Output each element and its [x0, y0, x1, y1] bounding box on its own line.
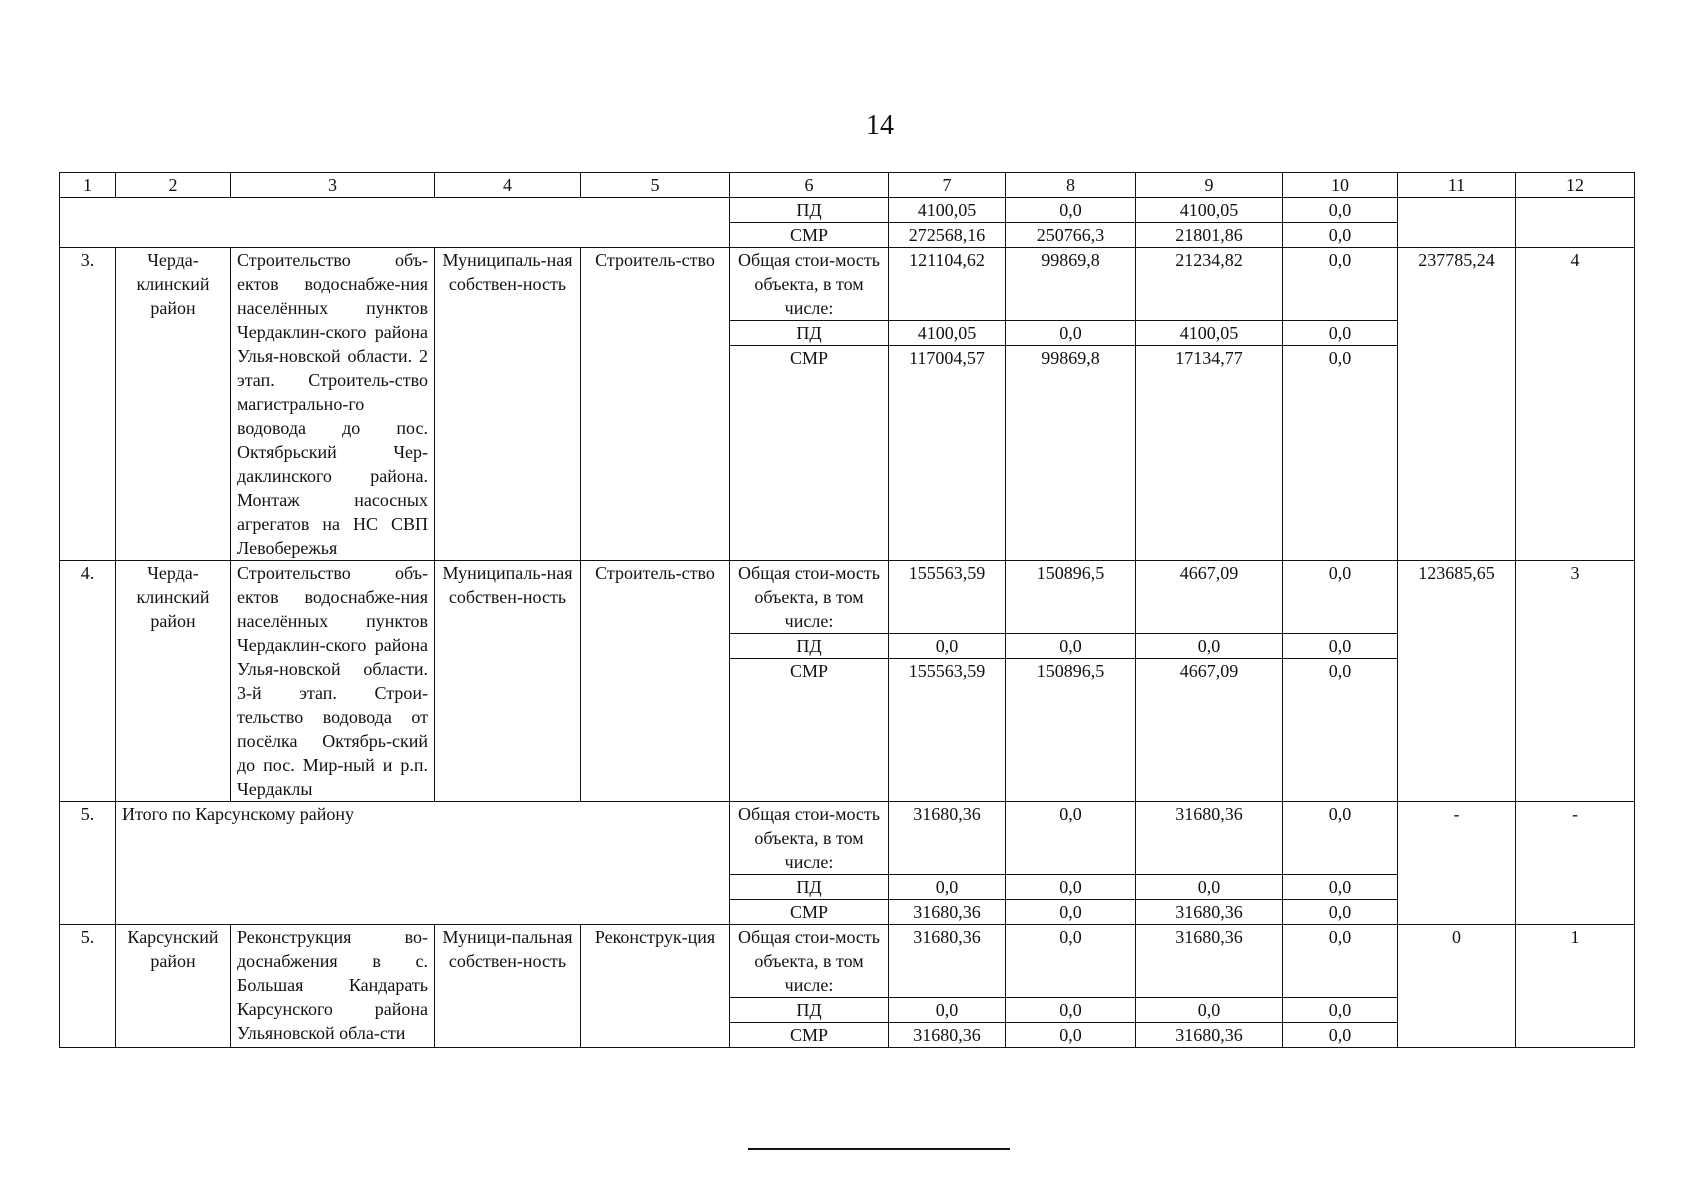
- column-header: 4: [435, 173, 581, 198]
- value-col8: 99869,8: [1006, 346, 1136, 561]
- work-type-cell: Строитель-ство: [581, 561, 730, 802]
- column-header: 5: [581, 173, 730, 198]
- row-number: 3.: [60, 248, 116, 561]
- value-col7: 117004,57: [889, 346, 1006, 561]
- value-col10: 0,0: [1283, 998, 1398, 1023]
- value-col10: 0,0: [1283, 659, 1398, 802]
- value-col9: 21234,82: [1136, 248, 1283, 321]
- column-header-row: [60, 173, 1635, 198]
- value-col11: 123685,65: [1398, 561, 1516, 802]
- value-col9: 4667,09: [1136, 659, 1283, 802]
- district-cell: Черда-клинский район: [116, 561, 231, 802]
- value-col7: 121104,62: [889, 248, 1006, 321]
- total-title: Итого по Карсунскому району: [116, 802, 730, 925]
- column-header: 6: [730, 173, 889, 198]
- value-col9: 31680,36: [1136, 802, 1283, 875]
- value-col8: 0,0: [1006, 925, 1136, 998]
- value-col8: 150896,5: [1006, 659, 1136, 802]
- table-row: [60, 248, 1635, 321]
- value-col8: 250766,3: [1006, 223, 1136, 248]
- value-col12: 3: [1516, 561, 1635, 802]
- district-cell: Карсунский район: [116, 925, 231, 1048]
- value-col10: 0,0: [1283, 561, 1398, 634]
- value-col10: 0,0: [1283, 802, 1398, 875]
- cost-type-label: Общая стои-мость объекта, в том числе:: [730, 925, 889, 998]
- column-header: 12: [1516, 173, 1635, 198]
- work-type-cell: Реконструк-ция: [581, 925, 730, 1048]
- page-number: 14: [866, 110, 894, 141]
- cost-type-label: Общая стои-мость объекта, в том числе:: [730, 561, 889, 634]
- value-col9: 21801,86: [1136, 223, 1283, 248]
- value-col8: 0,0: [1006, 900, 1136, 925]
- value-col12: [1516, 198, 1635, 248]
- value-col10: 0,0: [1283, 925, 1398, 998]
- district-cell: Черда-клинский район: [116, 248, 231, 561]
- cost-type-label: Общая стои-мость объекта, в том числе:: [730, 802, 889, 875]
- value-col10: 0,0: [1283, 346, 1398, 561]
- object-description: Реконструкция во-доснабжения в с. Большая Кандарать Карсунского района Ульяновской обла-сти: [231, 925, 435, 1048]
- value-col12: 4: [1516, 248, 1635, 561]
- value-col7: 272568,16: [889, 223, 1006, 248]
- value-col10: 0,0: [1283, 634, 1398, 659]
- column-header: 3: [231, 173, 435, 198]
- cost-type-label: ПД: [730, 998, 889, 1023]
- cost-type-label: ПД: [730, 634, 889, 659]
- row-number: 5.: [60, 925, 116, 1048]
- cost-type-label: СМР: [730, 659, 889, 802]
- cost-type-label: ПД: [730, 198, 889, 223]
- ownership-cell: Муниципаль-ная собствен-ность: [435, 561, 581, 802]
- footer-rule: [748, 1148, 1010, 1150]
- value-col11: 237785,24: [1398, 248, 1516, 561]
- value-col7: 4100,05: [889, 321, 1006, 346]
- cost-type-label: СМР: [730, 1023, 889, 1048]
- cost-type-label: СМР: [730, 900, 889, 925]
- value-col9: 31680,36: [1136, 900, 1283, 925]
- value-col7: 0,0: [889, 875, 1006, 900]
- cost-type-label: СМР: [730, 346, 889, 561]
- table-row-total: [60, 802, 1635, 875]
- value-col8: 0,0: [1006, 875, 1136, 900]
- column-header: 9: [1136, 173, 1283, 198]
- column-header: 10: [1283, 173, 1398, 198]
- value-col9: 4100,05: [1136, 321, 1283, 346]
- table-row: [60, 561, 1635, 634]
- ownership-cell: Муници-пальная собствен-ность: [435, 925, 581, 1048]
- value-col7: 0,0: [889, 998, 1006, 1023]
- value-col7: 31680,36: [889, 1023, 1006, 1048]
- value-col11: 0: [1398, 925, 1516, 1048]
- value-col9: 0,0: [1136, 634, 1283, 659]
- value-col9: 31680,36: [1136, 925, 1283, 998]
- cost-type-label: Общая стои-мость объекта, в том числе:: [730, 248, 889, 321]
- cost-type-label: ПД: [730, 321, 889, 346]
- value-col8: 0,0: [1006, 1023, 1136, 1048]
- work-type-cell: Строитель-ство: [581, 248, 730, 561]
- cost-type-label: СМР: [730, 223, 889, 248]
- column-header: 2: [116, 173, 231, 198]
- value-col8: 150896,5: [1006, 561, 1136, 634]
- value-col9: 4100,05: [1136, 198, 1283, 223]
- value-col10: 0,0: [1283, 223, 1398, 248]
- row-number: 5.: [60, 802, 116, 925]
- value-col11: [1398, 198, 1516, 248]
- value-col9: 0,0: [1136, 998, 1283, 1023]
- investment-table: [59, 172, 1635, 1048]
- column-header: 7: [889, 173, 1006, 198]
- column-header: 1: [60, 173, 116, 198]
- value-col12: 1: [1516, 925, 1635, 1048]
- value-col12: -: [1516, 802, 1635, 925]
- value-col7: 155563,59: [889, 659, 1006, 802]
- value-col9: 0,0: [1136, 875, 1283, 900]
- value-col8: 0,0: [1006, 998, 1136, 1023]
- value-col7: 4100,05: [889, 198, 1006, 223]
- value-col10: 0,0: [1283, 248, 1398, 321]
- ownership-cell: Муниципаль-ная собствен-ность: [435, 248, 581, 561]
- table-row: [60, 925, 1635, 998]
- object-description: Строительство объ-ектов водоснабже-ния населённых пунктов Чердаклин-ского района Улья-новской области. 2 этап. Строитель-ство магистрально-го водовода до пос. Октябрьский Чер-даклинского района. Монтаж насосных агрегатов на НС СВП Левобережья: [231, 248, 435, 561]
- value-col7: 31680,36: [889, 900, 1006, 925]
- value-col7: 31680,36: [889, 802, 1006, 875]
- column-header: 8: [1006, 173, 1136, 198]
- value-col8: 0,0: [1006, 198, 1136, 223]
- value-col10: 0,0: [1283, 1023, 1398, 1048]
- column-header: 11: [1398, 173, 1516, 198]
- value-col10: 0,0: [1283, 321, 1398, 346]
- summary-row-pd: [60, 198, 1635, 223]
- value-col8: 99869,8: [1006, 248, 1136, 321]
- object-description: Строительство объ-ектов водоснабже-ния населённых пунктов Чердаклин-ского района Улья-новской области. 3-й этап. Строи-тельство водовода от посёлка Октябрь-ский до пос. Мир-ный и р.п. Чердаклы: [231, 561, 435, 802]
- summary-empty-cell: [60, 198, 730, 248]
- value-col7: 0,0: [889, 634, 1006, 659]
- value-col10: 0,0: [1283, 900, 1398, 925]
- value-col9: 17134,77: [1136, 346, 1283, 561]
- value-col10: 0,0: [1283, 198, 1398, 223]
- cost-type-label: ПД: [730, 875, 889, 900]
- value-col7: 31680,36: [889, 925, 1006, 998]
- value-col8: 0,0: [1006, 634, 1136, 659]
- value-col9: 4667,09: [1136, 561, 1283, 634]
- row-number: 4.: [60, 561, 116, 802]
- value-col11: -: [1398, 802, 1516, 925]
- value-col9: 31680,36: [1136, 1023, 1283, 1048]
- value-col10: 0,0: [1283, 875, 1398, 900]
- value-col8: 0,0: [1006, 321, 1136, 346]
- value-col7: 155563,59: [889, 561, 1006, 634]
- value-col8: 0,0: [1006, 802, 1136, 875]
